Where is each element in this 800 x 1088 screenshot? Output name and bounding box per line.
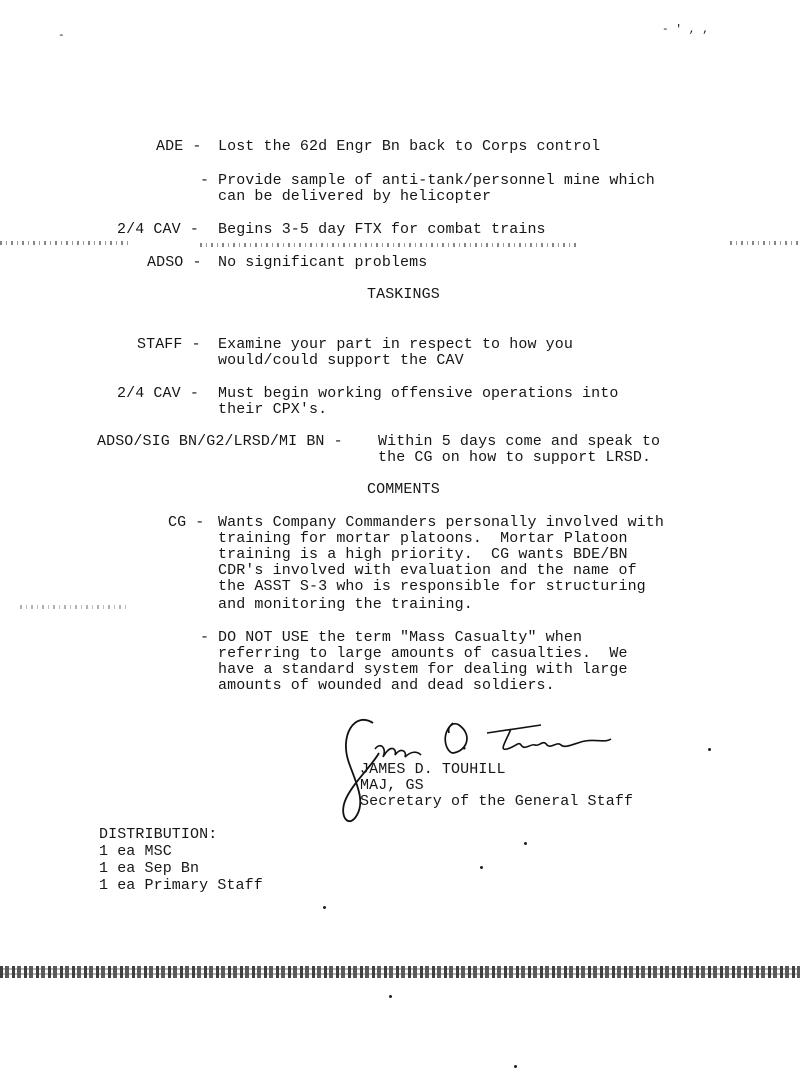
signer-title: Secretary of the General Staff [360,793,634,810]
scan-noise-band [0,966,800,978]
comment-text-cg-3: training is a high priority. CG wants BDE/BN [218,546,628,563]
comment-text-cg-2: training for mortar platoons. Mortar Platoon [218,530,628,547]
comments-heading: COMMENTS [367,481,440,498]
tasking-unit-cav: 2/4 CAV - [117,385,199,402]
tasking-text-adso-2: the CG on how to support LRSD. [378,449,652,466]
scan-speck [480,866,483,869]
header-marks: - ' , , [662,24,709,36]
scan-speck [708,748,711,751]
scan-speck [323,906,326,909]
comment-text-cg-1: Wants Company Commanders personally involved with [218,514,664,531]
scan-noise [730,241,800,245]
report-text-mine-2: can be delivered by helicopter [218,188,492,205]
scan-speck [514,1065,517,1068]
distribution-item: 1 ea MSC [99,843,172,860]
signer-rank: MAJ, GS [360,777,424,794]
comment-dash: - [200,629,210,646]
corner-mark: - [58,30,65,42]
signer-name: JAMES D. TOUHILL [360,761,506,778]
comment-text-cg-6: and monitoring the training. [218,596,473,613]
report-text-cav: Begins 3-5 day FTX for combat trains [218,221,546,238]
scan-noise [20,605,130,609]
tasking-unit-adso: ADSO/SIG BN/G2/LRSD/MI BN - [97,433,343,450]
comment-text-mass-3: have a standard system for dealing with large [218,661,628,678]
comment-text-cg-4: CDR's involved with evaluation and the name of [218,562,637,579]
distribution-heading: DISTRIBUTION: [99,826,218,843]
scan-speck [524,842,527,845]
tasking-text-staff-2: would/could support the CAV [218,352,464,369]
scan-speck [389,995,392,998]
scan-noise [0,241,130,245]
comment-text-mass-2: referring to large amounts of casualties. We [218,645,628,662]
distribution-item: 1 ea Sep Bn [99,860,200,877]
distribution-item: 1 ea Primary Staff [99,877,263,894]
comment-unit-cg: CG - [168,514,205,531]
tasking-unit-staff: STAFF - [137,336,201,353]
tasking-text-cav-1: Must begin working offensive operations into [218,385,619,402]
comment-text-mass-1: DO NOT USE the term "Mass Casualty" when [218,629,583,646]
comment-text-cg-5: the ASST S-3 who is responsible for structuring [218,578,646,595]
report-text-mine-1: Provide sample of anti-tank/personnel mine which [218,172,655,189]
taskings-heading: TASKINGS [367,286,440,303]
tasking-text-adso-1: Within 5 days come and speak to [378,433,661,450]
report-text-adso: No significant problems [218,254,428,271]
scan-noise [200,243,580,247]
report-unit-cav: 2/4 CAV - [117,221,199,238]
report-unit-adso: ADSO - [147,254,202,271]
tasking-text-staff-1: Examine your part in respect to how you [218,336,573,353]
report-unit-ade: ADE - [156,138,202,155]
report-dash: - [200,172,210,189]
report-text-ade: Lost the 62d Engr Bn back to Corps control [218,138,601,155]
comment-text-mass-4: amounts of wounded and dead soldiers. [218,677,555,694]
tasking-text-cav-2: their CPX's. [218,401,328,418]
